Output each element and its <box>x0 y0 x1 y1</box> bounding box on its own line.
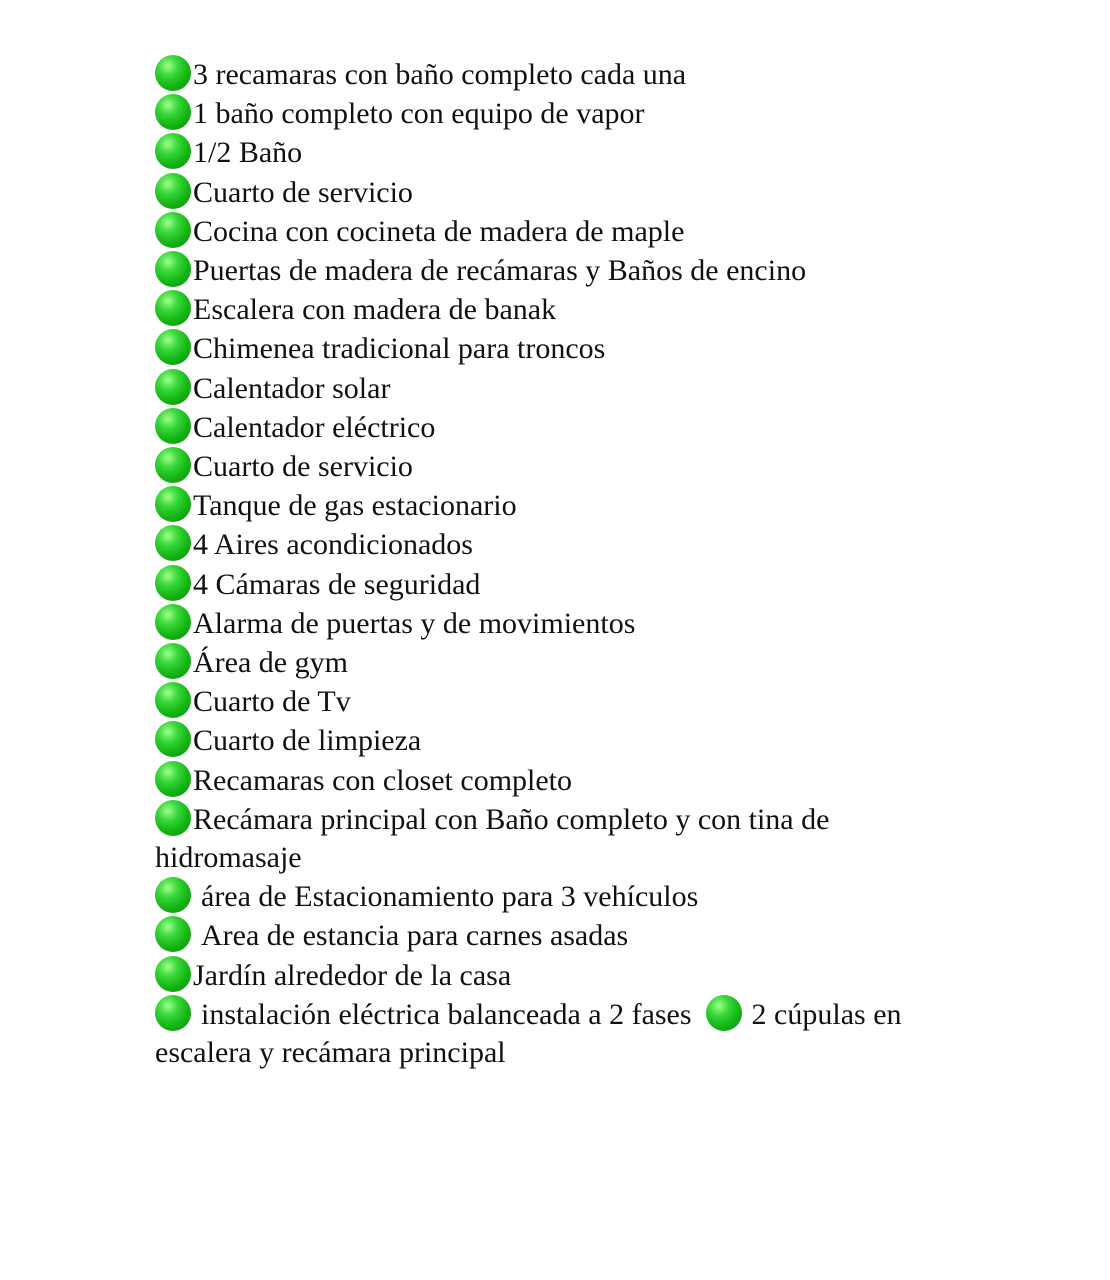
green-circle-icon <box>155 761 191 797</box>
list-item <box>155 369 955 408</box>
list-item <box>155 995 955 1072</box>
list-item-text: Cuarto de servicio <box>193 450 413 484</box>
list-item <box>155 447 955 486</box>
green-circle-icon <box>155 408 191 444</box>
list-item-text: instalación eléctrica balanceada a 2 fases <box>201 997 692 1031</box>
green-circle-icon <box>155 525 191 561</box>
list-item-text: Recamaras con closet completo <box>193 763 573 797</box>
list-item-text: Calentador eléctrico <box>193 410 436 444</box>
green-circle-icon <box>155 290 191 326</box>
list-item <box>155 94 955 133</box>
green-circle-icon <box>706 995 742 1031</box>
green-circle-icon <box>155 251 191 287</box>
list-item <box>155 565 955 604</box>
list-item-text: Cuarto de servicio <box>193 175 413 209</box>
green-circle-icon <box>155 877 191 913</box>
list-item-text: 3 recamaras con baño completo cada una <box>193 58 687 91</box>
list-item <box>155 800 955 877</box>
list-item-text: Área de gym <box>193 646 348 680</box>
green-circle-icon <box>155 604 191 640</box>
list-item-text: 2 cúpulas en escalera y recámara principal <box>155 997 902 1070</box>
list-item-text: área de Estacionamiento para 3 vehículos <box>201 880 699 914</box>
green-circle-icon <box>155 133 191 169</box>
list-item <box>155 486 955 525</box>
green-circle-icon <box>155 682 191 718</box>
list-item-text: 4 Aires acondicionados <box>193 528 473 562</box>
list-item <box>155 55 955 94</box>
list-item-text: Jardín alrededor de la casa <box>193 958 512 992</box>
list-item <box>155 604 955 643</box>
list-item-text: Cuarto de Tv <box>193 685 351 719</box>
list-item <box>155 877 955 916</box>
list-item <box>155 525 955 564</box>
green-circle-icon <box>155 800 191 836</box>
green-circle-icon <box>155 643 191 679</box>
list-item-text: Escalera con madera de banak <box>193 293 557 327</box>
list-item <box>155 916 955 955</box>
green-circle-icon <box>155 916 191 952</box>
list-item <box>155 643 955 682</box>
list-item <box>155 956 955 995</box>
list-item <box>155 251 955 290</box>
list-item <box>155 408 955 447</box>
list-item-text: 1 baño completo con equipo de vapor <box>193 97 645 131</box>
list-item <box>155 761 955 800</box>
list-item-text: Tanque de gas estacionario <box>193 489 517 523</box>
list-item-text: Recámara principal con Baño completo y con tina de hidromasaje <box>155 802 830 875</box>
green-circle-icon <box>155 995 191 1031</box>
list-item-text: 1/2 Baño <box>193 136 303 170</box>
list-item-text: Area de estancia para carnes asadas <box>201 919 629 953</box>
list-item-text: 4 Cámaras de seguridad <box>193 567 481 601</box>
green-circle-icon <box>155 721 191 757</box>
green-circle-icon <box>155 173 191 209</box>
green-circle-icon <box>155 55 191 91</box>
green-circle-icon <box>155 486 191 522</box>
list-item <box>155 682 955 721</box>
list-item <box>155 721 955 760</box>
green-circle-icon <box>155 447 191 483</box>
list-item <box>155 290 955 329</box>
list-item-text: Alarma de puertas y de movimientos <box>193 606 636 640</box>
green-circle-icon <box>155 329 191 365</box>
green-circle-icon <box>155 369 191 405</box>
list-item-text: Puertas de madera de recámaras y Baños de encino <box>193 254 807 288</box>
list-item <box>155 133 955 172</box>
list-item-text: Calentador solar <box>193 371 391 405</box>
list-item <box>155 212 955 251</box>
list-item <box>155 173 955 212</box>
list-item-text: Cuarto de limpieza <box>193 724 422 758</box>
amenities-list <box>155 55 955 1072</box>
green-circle-icon <box>155 565 191 601</box>
green-circle-icon <box>155 212 191 248</box>
list-item <box>155 329 955 368</box>
list-item-text: Chimenea tradicional para troncos <box>193 332 606 366</box>
list-item-text: Cocina con cocineta de madera de maple <box>193 214 685 248</box>
green-circle-icon <box>155 956 191 992</box>
green-circle-icon <box>155 94 191 130</box>
